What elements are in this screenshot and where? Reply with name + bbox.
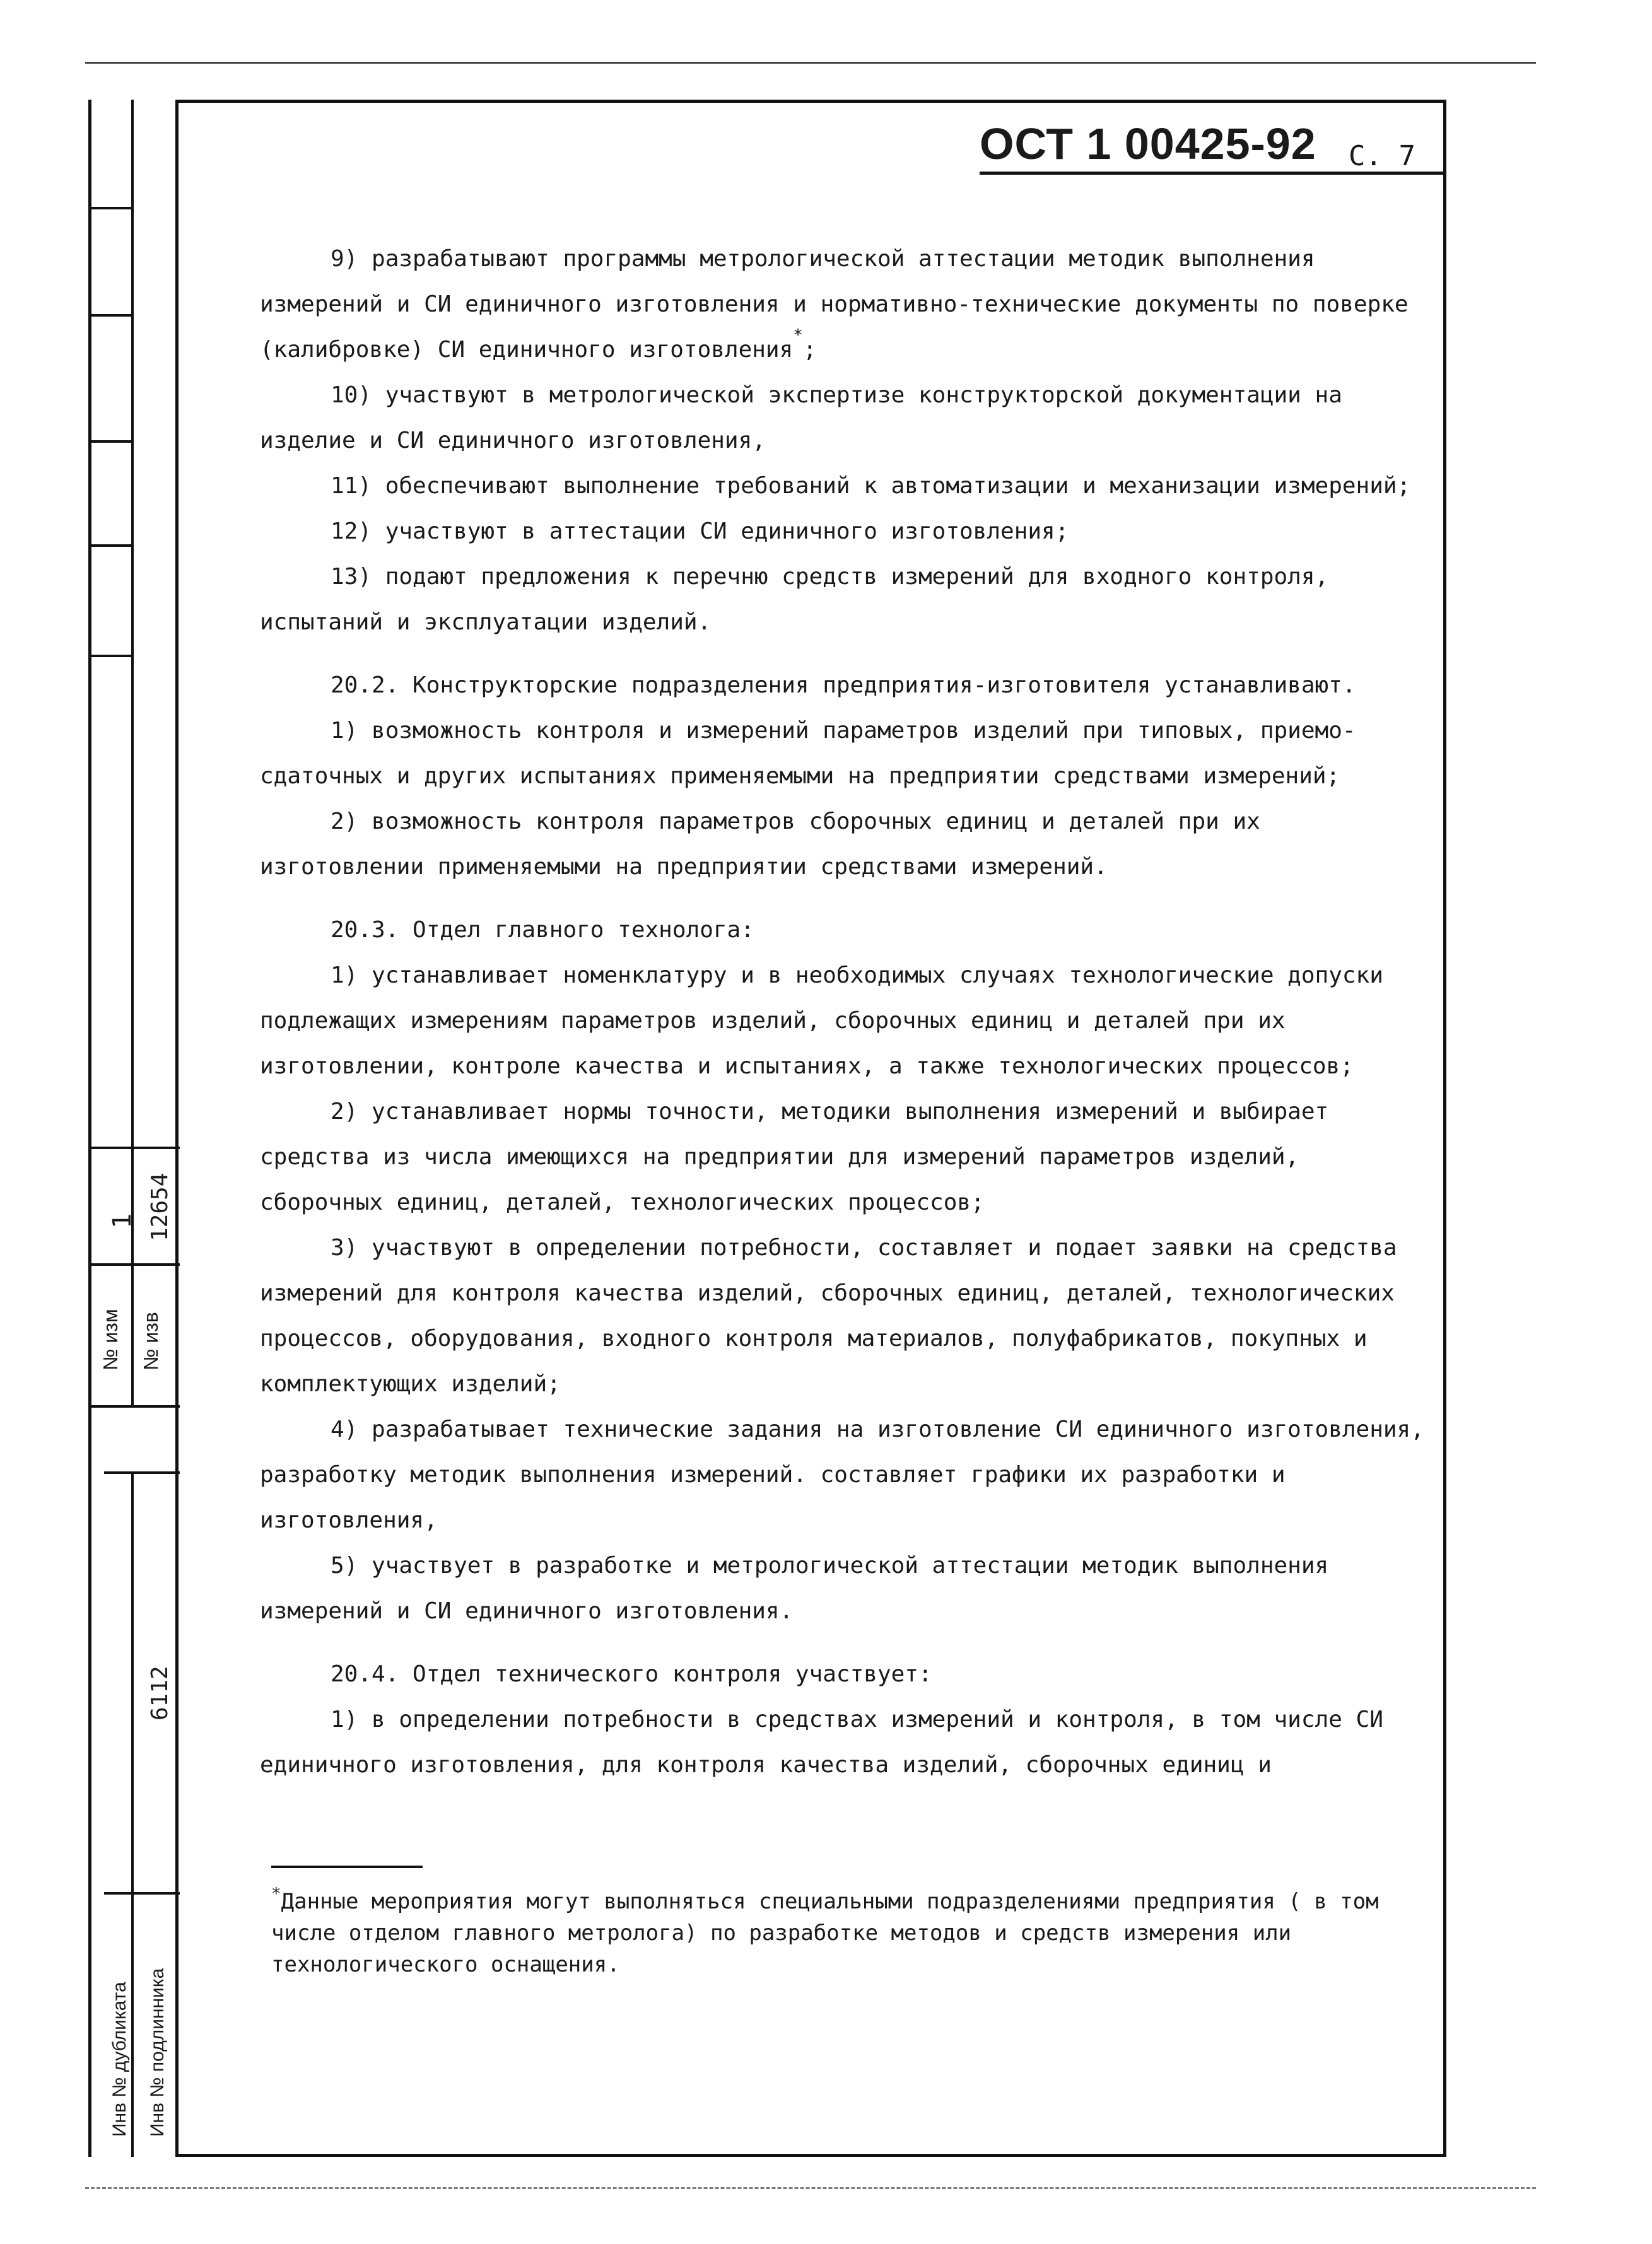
scan-edge-bottom (85, 2187, 1536, 2189)
header-rule (980, 172, 1446, 175)
strip-rule (91, 207, 131, 209)
izv-value: 12654 (147, 1172, 173, 1241)
paragraph-end: ; (802, 337, 817, 363)
paragraph (260, 237, 1433, 373)
paragraph: 12) участвуют в аттестации СИ единичного изготовления; (331, 518, 1069, 544)
izv-label: № изв (139, 1312, 162, 1370)
strip-rule (91, 655, 131, 657)
side-strip (88, 100, 177, 2157)
strip-rule (91, 544, 131, 547)
strip-rule (91, 440, 131, 443)
section-heading: 20.3. Отдел главного технолога: (331, 917, 754, 943)
footnote (271, 1886, 1407, 1980)
standard-number: ОСТ 1 00425-92 (980, 119, 1316, 168)
strip-rule (104, 1471, 180, 1474)
footnote-text: Данные мероприятия могут выполняться специальными подразделениями предприятия ( в том числе отделом главного метролога) по разработке методов и средств измерения или технологического оснащения. (271, 1889, 1379, 1977)
strip-divider (131, 100, 134, 1405)
paragraph-text: 9) разрабатывают программы метрологической аттестации методик выполнения измерений и СИ единичного изготовления и нормативно-технические документы по поверке (калибровке) СИ единичного изготовления (260, 246, 1409, 363)
paragraph: 1) в определении потребности в средствах измерений и контроля, в том числе СИ единичного изготовления, для контроля качества изделий, сборочных единиц и (260, 1707, 1383, 1778)
paragraph: 3) участвуют в определении потребности, составляет и подает заявки на средства измерений для контроля качества изделий, сборочных единиц, деталей, технологических процессов, оборудования, входного контроля материалов, полуфабрикатов, покупных и комплектующих изделий; (260, 1235, 1397, 1397)
body-text (260, 237, 1433, 1788)
page-number: С. 7 (1349, 140, 1415, 172)
paragraph: 4) разрабатывает технические задания на изготовление СИ единичного изготовления, разработку методик выполнения измерений. составляет графики их разработки и изготовления, (260, 1417, 1424, 1533)
strip-rule (91, 1263, 180, 1266)
inv-podl-value: 6112 (147, 1666, 173, 1721)
paragraph: 1) возможность контроля и измерений параметров изделий при типовых, приемо-сдаточных и других испытаниях применяемыми на предприятии средствами измерений; (260, 718, 1356, 789)
inv-podl-label: Инв № подлинника (147, 1968, 168, 2137)
izm-value: 1 (108, 1213, 137, 1229)
strip-divider (131, 1471, 134, 2157)
paragraph: 10) участвуют в метрологической экспертизе конструкторской документации на изделие и СИ единичного изготовления, (260, 382, 1342, 453)
paragraph: 1) устанавливает номенклатуру и в необходимых случаях технологические допуски подлежащих измерениям параметров изделий, сборочных единиц и деталей при их изготовлении, контроле качества и испытаниях, а также технологических процессов; (260, 962, 1383, 1079)
paragraph: 2) возможность контроля параметров сборочных единиц и деталей при их изготовлении применяемыми на предприятии средствами измерений. (260, 809, 1260, 880)
paragraph: 11) обеспечивают выполнение требований к автоматизации и механизации измерений; (331, 473, 1411, 499)
strip-rule (91, 1147, 180, 1149)
scan-edge-top (85, 62, 1536, 64)
strip-rule (91, 1405, 180, 1408)
footnote-marker: * (793, 326, 803, 345)
section-heading: 20.4. Отдел технического контроля участвует: (331, 1661, 932, 1687)
section-heading: 20.2. Конструкторские подразделения предприятия-изготовителя устанавливают. (331, 672, 1356, 698)
paragraph: 5) участвует в разработке и метрологической аттестации методик выполнения измерений и СИ единичного изготовления. (260, 1553, 1329, 1624)
paragraph: 13) подают предложения к перечню средств измерений для входного контроля, испытаний и эксплуатации изделий. (260, 564, 1329, 635)
paragraph: 2) устанавливает нормы точности, методики выполнения измерений и выбирает средства из числа имеющихся на предприятии для измерений параметров изделий, сборочных единиц, деталей, технологических процессов; (260, 1099, 1329, 1215)
footnote-paragraph (271, 1886, 1407, 1980)
strip-rule (91, 314, 131, 317)
izm-label: № изм (99, 1309, 122, 1370)
inv-dubl-label: Инв № дубликата (109, 1982, 130, 2137)
footnote-rule (271, 1866, 423, 1868)
footnote-star: * (271, 1885, 281, 1903)
strip-rule (104, 1892, 180, 1895)
